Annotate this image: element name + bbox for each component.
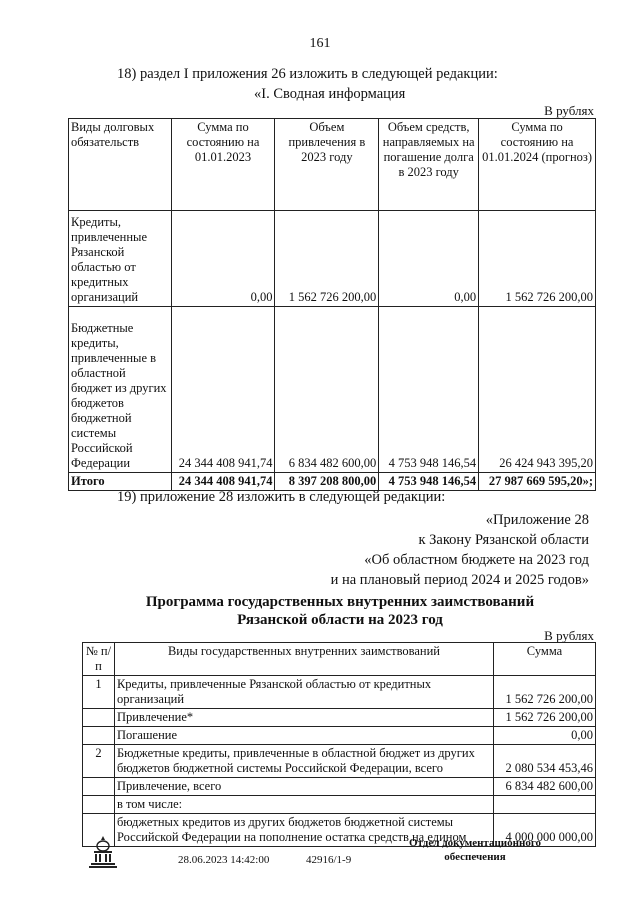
section-title: «I. Сводная информация [254, 86, 406, 102]
row-label: бюджетных кредитов из других бюджетов бюджетной системы Российской Федерации на пополнение остатка средств на едином [114, 814, 493, 847]
summary-table [68, 118, 596, 491]
table-row [83, 796, 596, 814]
row-value: 1 562 726 200,00 [494, 676, 596, 709]
total-value: 24 344 408 941,74 [171, 473, 275, 491]
dept-line: обеспечения [444, 851, 506, 863]
row-label: Бюджетные кредиты, привлеченные в областной бюджет из других бюджетов бюджетной системы Российской Федерации, всего [114, 745, 493, 778]
table-row [83, 778, 596, 796]
item-19-text: 19) приложение 28 изложить в следующей редакции: [117, 489, 446, 505]
row-label: Привлечение, всего [114, 778, 493, 796]
cell-value: 4 753 948 146,54 [379, 307, 479, 473]
cell-value: 1 562 726 200,00 [479, 211, 596, 307]
duma-emblem-icon [86, 834, 120, 870]
summary-table-header-row [69, 119, 596, 211]
header-repayment: Объем средств, направляемых на погашение долга в 2023 году [379, 119, 479, 211]
borrowings-header-row [83, 643, 596, 676]
footer-department [400, 836, 550, 864]
row-value: 1 562 726 200,00 [494, 709, 596, 727]
table-row [69, 211, 596, 307]
table-row [83, 745, 596, 778]
header-debt-type: Виды долговых обязательств [69, 119, 172, 211]
appendix-line: «Об областном бюджете на 2023 год [364, 552, 589, 568]
row-value: 0,00 [494, 727, 596, 745]
item-18-text: 18) раздел I приложения 26 изложить в следующей редакции: [117, 66, 498, 82]
header-amount-end: Сумма по состоянию на 01.01.2024 (прогноз) [479, 119, 596, 211]
table-row [83, 727, 596, 745]
program-title-1: Программа государственных внутренних заимствований [145, 594, 535, 610]
row-value: 6 834 482 600,00 [494, 778, 596, 796]
row-number [83, 709, 115, 727]
row-label: Привлечение* [114, 709, 493, 727]
row-value [494, 796, 596, 814]
row-number: 2 [83, 745, 115, 778]
program-title-2: Рязанской области на 2023 год [237, 612, 443, 628]
cell-value: 6 834 482 600,00 [275, 307, 379, 473]
row-number [83, 796, 115, 814]
unit-label-1: В рублях [544, 103, 594, 118]
footer-datetime: 28.06.2023 14:42:00 [178, 854, 270, 866]
row-label: Кредиты, привлеченные Рязанской областью от кредитных организаций [114, 676, 493, 709]
cell-value: 26 424 943 395,20 [479, 307, 596, 473]
footer-doc-id: 42916/1-9 [306, 854, 352, 866]
row-label: Погашение [114, 727, 493, 745]
row-number: 1 [83, 676, 115, 709]
header-borrowing-type: Виды государственных внутренних заимствований [114, 643, 493, 676]
row-number [83, 778, 115, 796]
table-row [83, 709, 596, 727]
total-value: 8 397 208 800,00 [275, 473, 379, 491]
appendix-line: к Закону Рязанской области [418, 532, 589, 548]
appendix-line: и на плановый период 2024 и 2025 годов» [330, 572, 589, 588]
dept-line: Отдел документационного [408, 837, 542, 849]
borrowings-table [82, 642, 596, 847]
row-label: в том числе: [114, 796, 493, 814]
appendix-line: «Приложение 28 [485, 512, 589, 528]
unit-label-2: В рублях [544, 628, 594, 643]
cell-value: 0,00 [171, 211, 275, 307]
total-row [69, 473, 596, 491]
page-number: 161 [309, 36, 331, 51]
row-label: Кредиты, привлеченные Рязанской областью от кредитных организаций [69, 211, 172, 307]
row-label: Бюджетные кредиты, привлеченные в областной бюджет из других бюджетов бюджетной системы Российской Федерации [69, 307, 172, 473]
row-value: 2 080 534 453,46 [494, 745, 596, 778]
header-number: № п/п [83, 643, 115, 676]
row-number [83, 727, 115, 745]
header-sum: Сумма [494, 643, 596, 676]
total-value: 4 753 948 146,54 [379, 473, 479, 491]
cell-value: 1 562 726 200,00 [275, 211, 379, 307]
total-value: 27 987 669 595,20»; [479, 473, 596, 491]
cell-value: 0,00 [379, 211, 479, 307]
cell-value: 24 344 408 941,74 [171, 307, 275, 473]
header-amount-start: Сумма по состоянию на 01.01.2023 [171, 119, 275, 211]
total-label: Итого [69, 473, 172, 491]
appendix-reference [300, 510, 589, 590]
row-value: 4 000 000 000,00 [494, 814, 596, 847]
header-attraction: Объем привлечения в 2023 году [275, 119, 379, 211]
table-row [83, 676, 596, 709]
table-row [69, 307, 596, 473]
